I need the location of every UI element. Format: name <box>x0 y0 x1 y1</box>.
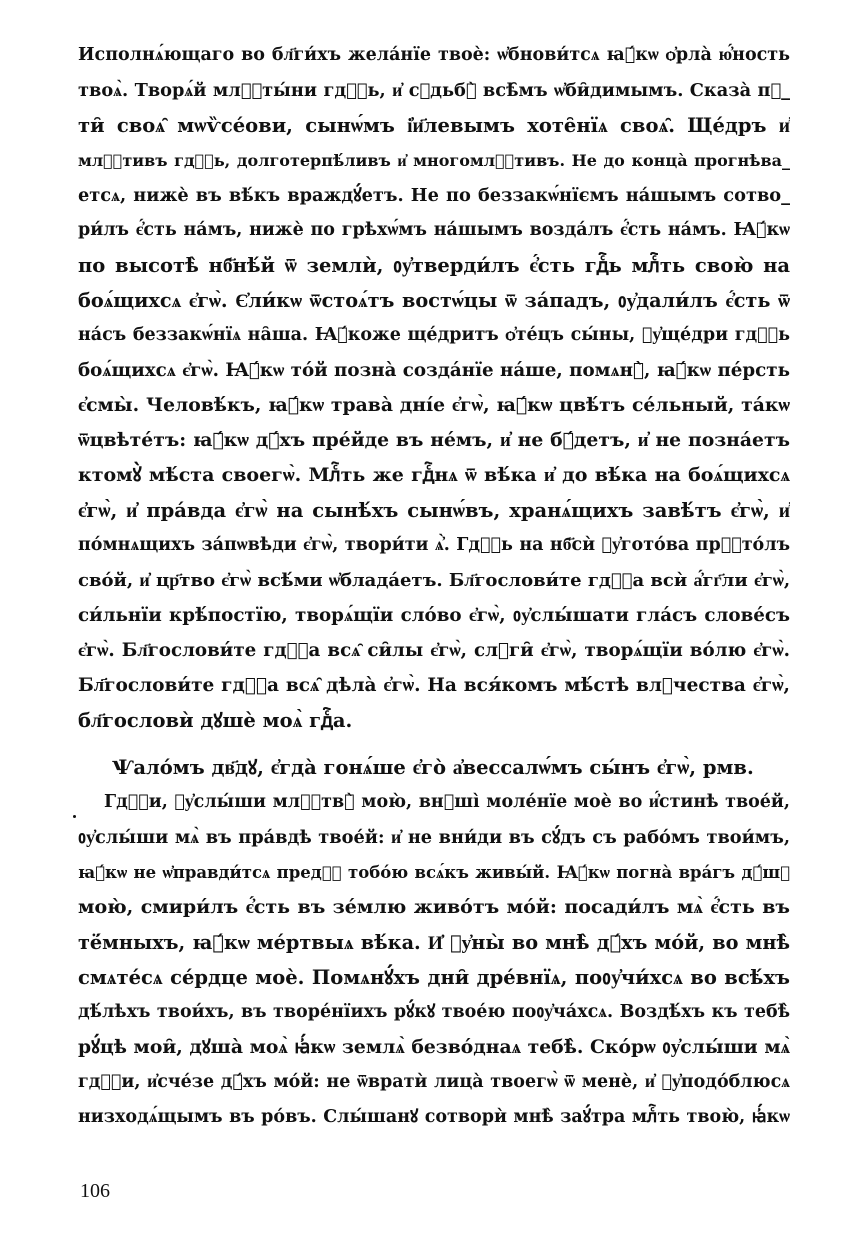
text-line: смѧте́сѧ се́рдце моѐ. Помѧнꙋ́хъ дни̑ дре́внїѧ, поᲂу҆чи́хсѧ во всѣ́хъ <box>78 966 790 989</box>
text-line: ꙗ҆́кѡ не ѡ҆правди́тсѧ предⷨ҇ тобо́ю всѧ́къ живы́й. Ꙗ҆́кѡ погна̀ вра́гъ дꙋ́шꙋ <box>78 863 790 882</box>
text-line: Гдⷭ҇и, ᲂу҆слы́ши млⷭ҇твꙋ̀ мою̀, внꙋші̀ моле́нїе моѐ во и҆́стинѣ твое́й, <box>104 792 790 812</box>
psalm-102-ending <box>78 38 790 738</box>
text-line: низходѧ́щымъ въ ро́въ. Слы́шанꙋ сотворѝ мнѣ̀ заꙋ́тра млⷭ҇ть твою̀, ꙗ҆́кѡ <box>78 1107 790 1127</box>
text-line: є҆смы̀. Человѣ́къ, ꙗ҆́кѡ трава̀ дні́е є҆гѡ̀, ꙗ҆́кѡ цвѣ́тъ се́льный, та́кѡ <box>78 394 790 416</box>
page-number: 106 <box>80 1180 110 1202</box>
text-line: мою̀, смири́лъ є҆́сть въ зе́млю живо́тъ мо́й: посади́лъ мѧ̀ є҆́сть въ <box>78 896 790 918</box>
text-line: по́мнѧщихъ за́пѡвѣди є҆гѡ̀, твори́ти ѧ҆̀. Гдⷭ҇ь на нб҃сѝ ᲂу҆гото́ва прⷭ҇то́лъ <box>78 535 790 555</box>
text-line: на́съ беззакѡ́нїѧ на̑ша. Ꙗ҆́коже ще́дритъ ѻ҆те́цъ сы́ны, ᲂу҆ще́дри гдⷭ҇ь <box>78 325 790 345</box>
text-line: дѣ́лѣхъ твои́хъ, въ творе́нїихъ рꙋ́кꙋ твое́ю поᲂу҆ча́хсѧ. Воздѣ́хъ къ тебѣ̀ <box>78 1002 790 1022</box>
text-line: твоѧ̀. Творѧ́й млⷭ҇ты́ни гдⷭ҇ь, и҆ сꙋдьбꙋ̀ всѣ̑мъ ѡ҆би̑димымъ. Сказа̀ пꙋ_ <box>78 80 790 101</box>
text-line: рꙋ́цѣ мои̑, дꙋша̀ моѧ̀ ꙗ҆́кѡ землѧ̀ безво́днаѧ тебѣ̀. Ско́рѡ ᲂу҆слы́ши мѧ̀ <box>78 1036 790 1058</box>
text-line: ѿцвѣте́тъ: ꙗ҆́кѡ дꙋ́хъ пре́йде въ не́мъ, и҆ не бꙋ́детъ, и҆ не позна́етъ <box>78 429 790 451</box>
text-line: си́льнїи крѣ́постїю, творѧ́щїи сло́во є҆гѡ̀, ᲂу҆слы́шати гла́съ слове́съ <box>78 605 790 626</box>
text-line: сво́й, и҆ цр҃тво є҆гѡ̀ всѣ́ми ѡ҆блада́етъ. Бл҃гослови́те гдⷭ҇а всѝ а҆́гг҃ли є҆гѡ̀, <box>78 570 790 591</box>
text-line: ᲂу҆слы́ши мѧ̀ въ пра́вдѣ твое́й: и҆ не вни́ди въ сꙋ́дъ съ рабо́мъ твои́мъ, <box>78 827 790 848</box>
text-line: млⷭ҇тивъ гдⷭ҇ь, долготерпѣ́ливъ и҆ многомлⷭ҇тивъ. Не до конца̀ прогнѣва_ <box>78 151 790 170</box>
text-line: боѧ́щихсѧ є҆гѡ̀. Є҆ли́кѡ ѿстоѧ́тъ востѡ́цы ѿ за́падъ, ᲂу҆дали́лъ є҆́сть ѿ <box>78 289 790 312</box>
text-line: ктомꙋ̀ мѣ́ста своегѡ̀. Млⷭ҇ть же гдⷭ҇нѧ ѿ вѣ́ка и҆ до вѣ́ка на боѧ́щихсѧ <box>78 464 790 486</box>
text-line: є҆гѡ̀, и҆ пра́вда є҆гѡ̀ на сынѣ́хъ сынѡ́въ, хранѧ́щихъ завѣ́тъ є҆гѡ̀, и҆ <box>78 499 790 522</box>
stray-ink-mark <box>73 815 76 818</box>
text-line: гдⷭ҇и, и҆сче́зе дꙋ́хъ мо́й: не ѿвратѝ лица̀ твоегѡ̀ ѿ менѐ, и҆ ᲂу҆подо́блюсѧ <box>78 1072 790 1092</box>
text-line: ти̑ своѧ̑ мѡѷсе́ови, сынѡ́мъ і҆и҃левымъ хоте̑нїѧ своѧ̑. Ще́дръ и҆ <box>78 114 790 137</box>
psalm-142 <box>78 750 790 1135</box>
text-line: етсѧ, нижѐ въ вѣ́къ враждꙋ́етъ. Не по беззакѡ́нїємъ на́шымъ сотво_ <box>78 185 790 206</box>
psalm-heading: Ѱало́мъ дв҃дꙋ, є҆гда̀ гонѧ́ше є҆го̀ а҆вессалѡ́мъ сы́нъ є҆гѡ̀, рмв. <box>112 756 754 779</box>
text-line: по высотѣ̀ нб҃нѣ́й ѿ землѝ, ᲂу҆тверди́лъ є҆́сть гдⷭ҇ь млⷭ҇ть свою̀ на <box>78 254 790 277</box>
text-line: боѧ́щихсѧ є҆гѡ̀. Ꙗ҆́кѡ то́й позна̀ созда́нїе на́ше, помѧнꙋ̀, ꙗ҆́кѡ пе́рсть <box>78 360 790 381</box>
text-line: ри́лъ є҆́сть на́мъ, нижѐ по грѣхѡ́мъ на́шымъ возда́лъ є҆́сть на́мъ. Ꙗ҆́кѡ <box>78 220 790 240</box>
text-line: тё́мныхъ, ꙗ҆́кѡ ме́ртвыѧ вѣ́ка. И҆ ᲂу҆ны̀ во мнѣ̀ дꙋ́хъ мо́й, во мнѣ̀ <box>78 931 790 954</box>
text-line: Бл҃гослови́те гдⷭ҇а всѧ̑ дѣла̀ є҆гѡ̀. На вся́комъ мѣ́стѣ влⷣчества є҆гѡ̀, <box>78 675 790 696</box>
text-line: бл҃гословѝ дꙋшѐ моѧ̀ гдⷭ҇а. <box>78 709 353 732</box>
text-line: є҆гѡ̀. Бл҃гослови́те гдⷭ҇а всѧ̑ си̑лы є҆гѡ̀, слꙋги̑ є҆гѡ̀, творѧ́щїи во́лю є҆гѡ̀. <box>78 640 790 661</box>
text-line: Исполнѧ́ющаго во бл҃ги́хъ жела́нїе твоѐ: ѡ҆бнови́тсѧ ꙗ҆́кѡ ѻ҆рла̀ ю҆́ность <box>78 45 790 65</box>
